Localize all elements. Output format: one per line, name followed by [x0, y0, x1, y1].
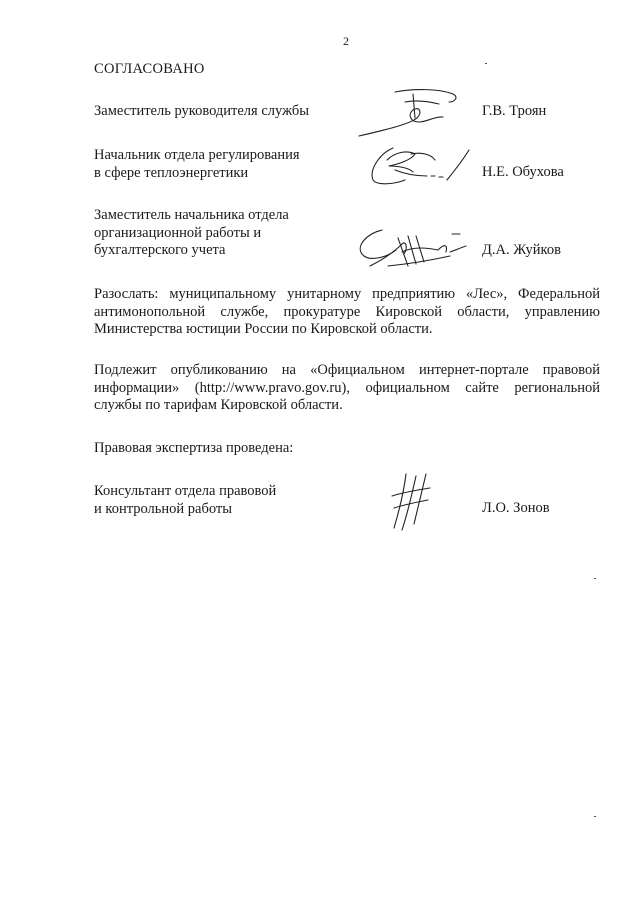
consultant-name: Л.О. Зонов	[482, 500, 550, 516]
consultant-position-line: и контрольной работы	[94, 500, 232, 517]
approver-2-name: Н.Е. Обухова	[482, 164, 564, 180]
publication-line: службы по тарифам Кировской области.	[94, 397, 343, 414]
approver-3-position-line: бухгалтерского учета	[94, 242, 226, 258]
approver-1-signature	[355, 80, 475, 140]
approver-1-name: Г.В. Троян	[482, 103, 547, 119]
publication-paragraph	[94, 362, 600, 415]
approver-1-position	[94, 103, 309, 121]
approver-3-position-line: Заместитель начальника отдела	[94, 207, 289, 223]
approver-1-position-line: Заместитель руководителя службы	[94, 103, 310, 119]
approver-2-position	[94, 147, 300, 182]
approver-2-signature	[365, 140, 475, 192]
distribution-line: Разослать: муниципальному унитарному предприятию «Лес», Федеральной	[94, 286, 600, 302]
consultant-signature	[388, 472, 438, 532]
distribution-line: антимонопольной службе, прокуратуре Кировской области, управлению	[94, 303, 600, 320]
scan-speck	[594, 816, 596, 817]
approver-3-position-line: организационной работы и	[94, 224, 262, 241]
approver-2-position-line: Начальник отдела регулирования	[94, 147, 300, 163]
consultant-position	[94, 483, 276, 518]
page-number: 2	[343, 34, 349, 48]
scan-speck	[594, 578, 596, 579]
legal-review-note: Правовая экспертиза проведена:	[94, 440, 294, 456]
publication-line: информации» (http://www.pravo.gov.ru), официальном сайте региональной	[94, 379, 600, 396]
approver-3-signature	[352, 222, 477, 274]
approver-2-position-line: в сфере теплоэнергетики	[94, 164, 249, 181]
approver-3-name: Д.А. Жуйков	[482, 242, 561, 258]
approval-heading: СОГЛАСОВАНО	[94, 61, 205, 77]
scan-speck	[485, 63, 487, 64]
approver-3-position	[94, 207, 289, 260]
consultant-position-line: Консультант отдела правовой	[94, 483, 277, 499]
distribution-line: Министерства юстиции России по Кировской области.	[94, 321, 433, 338]
publication-line: Подлежит опубликованию на «Официальном интернет-портале правовой	[94, 362, 600, 378]
distribution-paragraph	[94, 286, 600, 339]
